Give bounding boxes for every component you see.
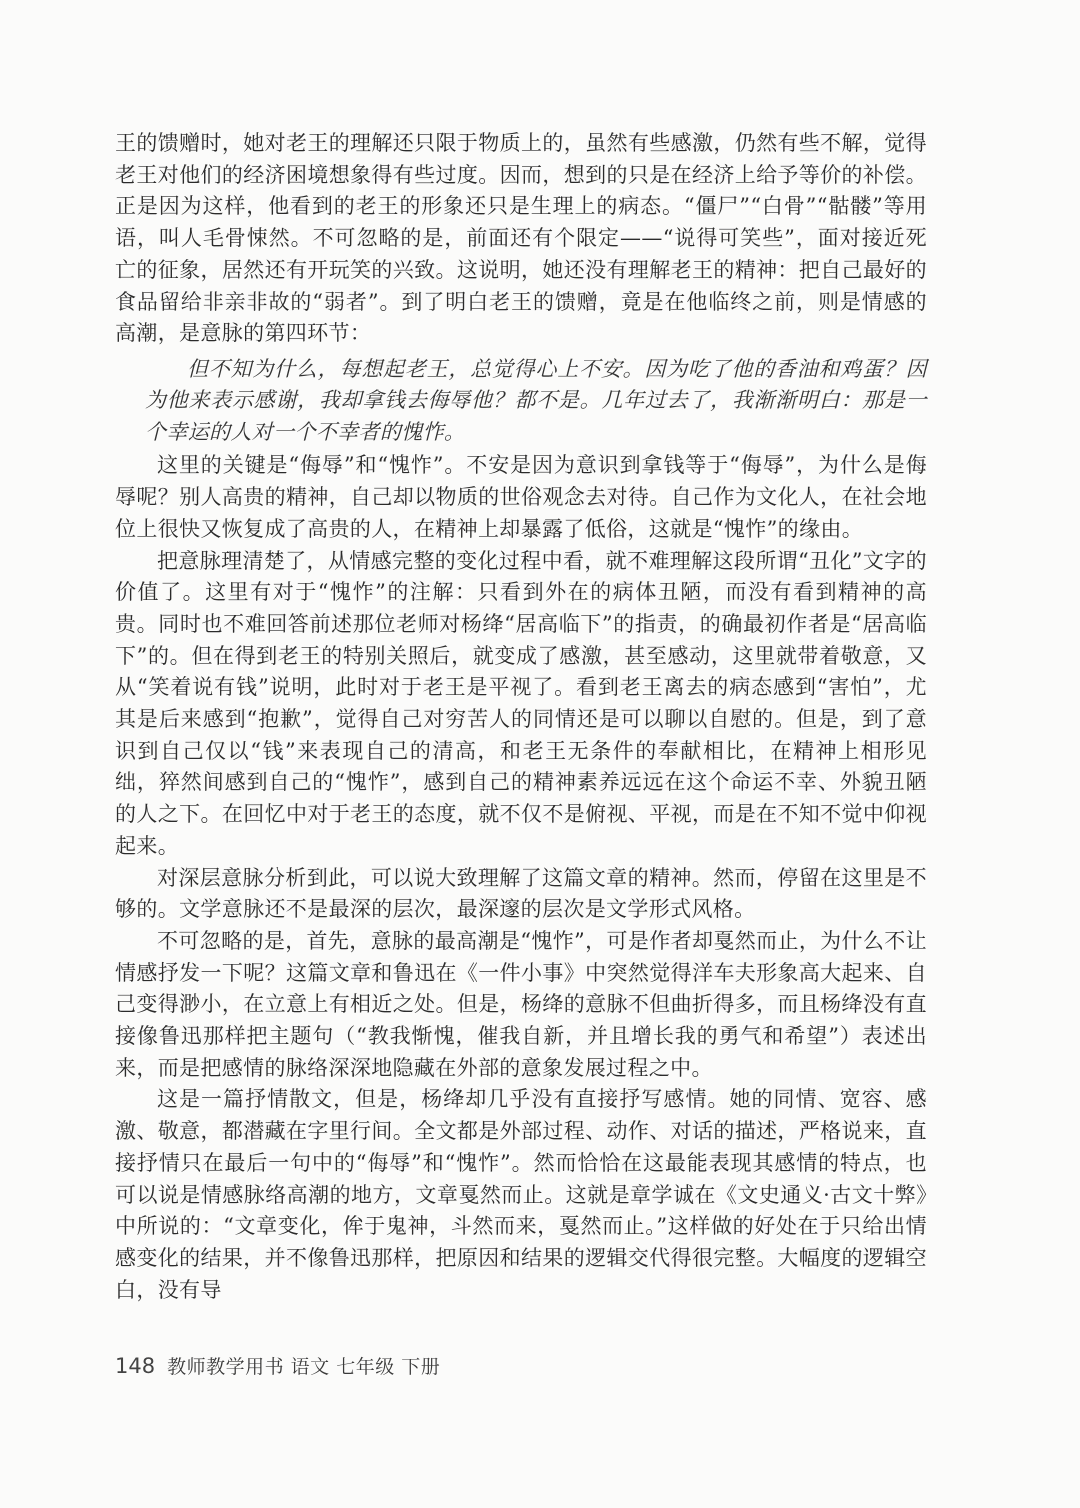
book-title: 教师教学用书 语文 七年级 下册 [167,1356,441,1378]
paragraph: 这里的关键是“侮辱”和“愧怍”。不安是因为意识到拿钱等于“侮辱”，为什么是侮辱呢？别人高贵的精神，自己却以物质的世俗观念去对待。自己作为文化人，在社会地位上很快又恢复成了高贵的人，在精神上却暴露了低俗，这就是“愧怍”的缘由。 [115,453,927,541]
paragraph: 对深层意脉分析到此，可以说大致理解了这篇文章的精神。然而，停留在这里是不够的。文学意脉还不是最深的层次，最深邃的层次是文学形式风格。 [115,865,927,922]
page-footer [115,1352,440,1379]
quoted-passage-text: 但不知为什么，每想起老王，总觉得心上不安。因为吃了他的香油和鸡蛋？因为他来表示感谢，我却拿钱去侮辱他？都不是。几年过去了，我渐渐明白：那是一个幸运的人对一个不幸者的愧怍。 [145,356,927,444]
paragraph: 这是一篇抒情散文，但是，杨绛却几乎没有直接抒写感情。她的同情、宽容、感激、敬意，都潜藏在字里行间。全文都是外部过程、动作、对话的描述，严格说来，直接抒情只在最后一句中的“侮辱”和“愧怍”。然而恰恰在这最能表现其感情的特点，也可以说是情感脉络高潮的地方，文章戛然而止。这就是章学诚在《文史通义·古文十弊》中所说的：“文章变化，侔于鬼神，斗然而来，戛然而止。”这样做的好处在于只给出情感变化的结果，并不像鲁迅那样，把原因和结果的逻辑交代得很完整。大幅度的逻辑空白，没有导 [115,1087,927,1302]
page-number: 148 [115,1354,156,1378]
quoted-passage [115,354,927,449]
paragraph: 不可忽略的是，首先，意脉的最高潮是“愧怍”，可是作者却戛然而止，为什么不让情感抒发一下呢？这篇文章和鲁迅在《一件小事》中突然觉得洋车夫形象高大起来、自己变得渺小，在立意上有相近之处。但是，杨绛的意脉不但曲折得多，而且杨绛没有直接像鲁迅那样把主题句（“教我惭愧，催我自新，并且增长我的勇气和希望”）表述出来，而是把感情的脉络深深地隐藏在外部的意象发展过程之中。 [115,928,927,1080]
body-text [115,128,927,1306]
paragraph: 把意脉理清楚了，从情感完整的变化过程中看，就不难理解这段所谓“丑化”文字的价值了。这里有对于“愧怍”的注解：只看到外在的病体丑陋，而没有看到精神的高贵。同时也不难回答前述那位老师对杨绛“居高临下”的指责，的确最初作者是“居高临下”的。但在得到老王的特别关照后，就变成了感激，甚至感动，这里就带着敬意，又从“笑着说有钱”说明，此时对于老王是平视了。看到老王离去的病态感到“害怕”，尤其是后来感到“抱歉”，觉得自己对穷苦人的同情还是可以聊以自慰的。但是，到了意识到自己仅以“钱”来表现自己的清高，和老王无条件的奉献相比，在精神上相形见绌，猝然间感到自己的“愧怍”，感到自己的精神素养远远在这个命运不幸、外貌丑陋的人之下。在回忆中对于老王的态度，就不仅不是俯视、平视，而是在不知不觉中仰视起来。 [115,548,927,858]
paragraph-continued: 王的馈赠时，她对老王的理解还只限于物质上的，虽然有些感激，仍然有些不解，觉得老王对他们的经济困境想象得有些过度。因而，想到的只是在经济上给予等价的补偿。正是因为这样，他看到的老王的形象还只是生理上的病态。“僵尸”“白骨”“骷髅”等用语，叫人毛骨悚然。不可忽略的是，前面还有个限定——“说得可笑些”，面对接近死亡的征象，居然还有开玩笑的兴致。这说明，她还没有理解老王的精神：把自己最好的食品留给非亲非故的“弱者”。到了明白老王的馈赠，竟是在他临终之前，则是情感的高潮，是意脉的第四环节： [115,131,927,346]
